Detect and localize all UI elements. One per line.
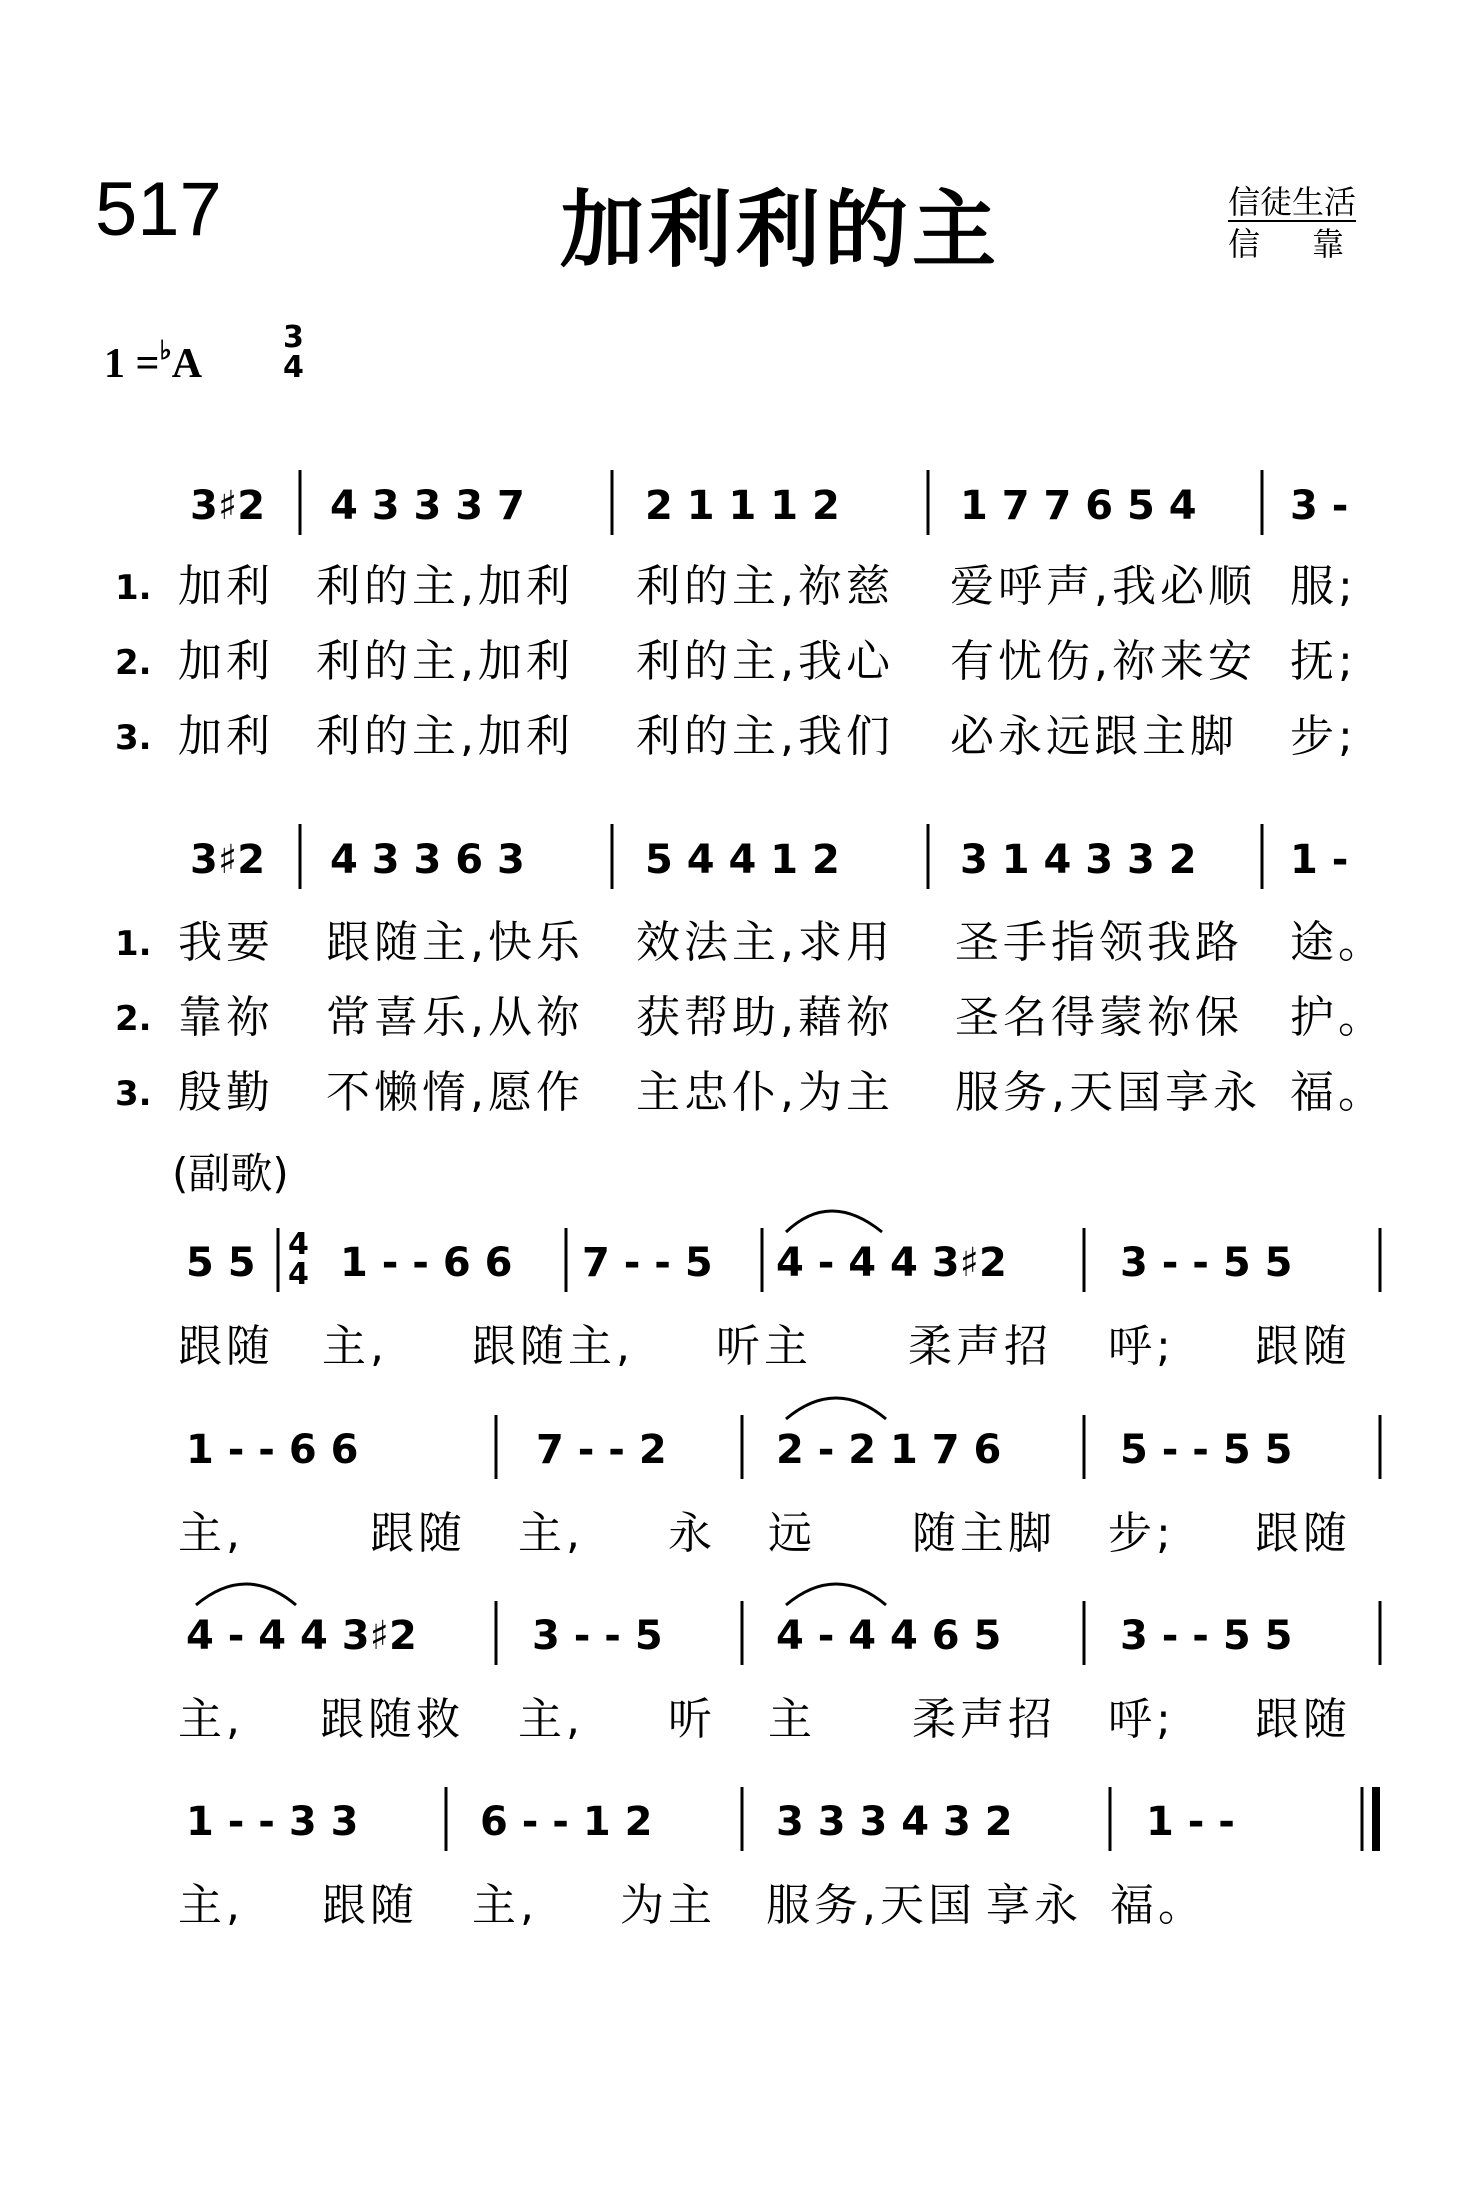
notes-s1-m2: 2 1 1 1 2	[645, 483, 840, 529]
lyric-s1-v2-3: 有忧伤,祢来安	[950, 636, 1256, 687]
lyric-s2-v3-2: 主忠仆,为主	[636, 1067, 894, 1118]
lyric-s1-v1-0: 加利	[178, 561, 274, 612]
lyric-s2-v2-0: 靠祢	[178, 992, 274, 1043]
hymn-title: 加利利的主	[560, 181, 1001, 279]
lyric-s2-v3-3: 服务,天国享永	[955, 1067, 1261, 1118]
lyric-r4-0: 主,	[178, 1880, 244, 1931]
tie-arc	[786, 1584, 886, 1605]
lyric-r1-4: 柔声招	[908, 1321, 1052, 1372]
lyric-s1-v1-4: 服;	[1290, 561, 1357, 612]
lyric-r4-6: 福。	[1110, 1880, 1206, 1931]
verse-number-3: 3.	[115, 1074, 152, 1114]
lyric-r1-5: 呼;	[1108, 1321, 1175, 1372]
key-note: A	[171, 341, 203, 387]
notes-r4-m0: 1 - - 3 3	[186, 1799, 359, 1845]
refrain-time-signature-bottom: 4	[288, 1257, 309, 1292]
lyric-s1-v1-3: 爱呼声,我必顺	[950, 561, 1256, 612]
lyric-r2-1: 跟随	[370, 1508, 466, 1559]
flat-sign: ♭	[159, 336, 172, 365]
lyric-s2-v2-1: 常喜乐,从祢	[326, 992, 584, 1043]
lyric-s1-v2-1: 利的主,加利	[316, 636, 574, 687]
lyric-r1-2: 跟随主,	[472, 1321, 634, 1372]
key-prefix: 1 =	[104, 341, 160, 387]
lyric-s2-v2-2: 获帮助,藉祢	[636, 992, 894, 1043]
notes-r2-m3: 5 - - 5 5	[1120, 1427, 1293, 1473]
notes-r3-m3: 3 - - 5 5	[1120, 1613, 1293, 1659]
notes-r3-m1: 3 - - 5	[532, 1613, 663, 1659]
lyric-s2-v1-0: 我要	[178, 917, 274, 968]
notes-r2-m1: 7 - - 2	[536, 1427, 667, 1473]
tie-arc	[196, 1584, 296, 1605]
lyric-r3-4: 主	[768, 1694, 816, 1745]
lyric-s2-v3-0: 殷勤	[178, 1067, 274, 1118]
notes-s1-m4: 3 -	[1290, 483, 1349, 529]
tie-arc	[786, 1398, 886, 1419]
lyric-r2-3: 永	[668, 1508, 716, 1559]
lyric-r3-2: 主,	[518, 1694, 584, 1745]
lyric-s1-v2-2: 利的主,我心	[636, 636, 894, 687]
lyric-s1-v1-2: 利的主,祢慈	[636, 561, 894, 612]
notes-r1-m4: 3 - - 5 5	[1120, 1240, 1293, 1286]
notes-s1-m1: 4 3 3 3 7	[330, 483, 525, 529]
lyric-r4-3: 为主	[620, 1880, 716, 1931]
time-signature-top: 3	[283, 320, 304, 355]
lyric-r2-0: 主,	[178, 1508, 244, 1559]
refrain-label: (副歌)	[172, 1149, 289, 1198]
lyric-s2-v3-4: 福。	[1290, 1067, 1386, 1118]
lyric-r1-1: 主,	[322, 1321, 388, 1372]
verse-number-1: 1.	[115, 924, 152, 964]
lyric-s1-v3-4: 步;	[1290, 711, 1357, 762]
notes-r3-m2: 4 - 4 4 6 5	[776, 1613, 1002, 1659]
lyric-r3-5: 柔声招	[912, 1694, 1056, 1745]
lyric-s1-v3-3: 必永远跟主脚	[950, 711, 1238, 762]
lyric-r2-5: 随主脚	[912, 1508, 1056, 1559]
notes-s1-m0: 3♯2	[190, 483, 266, 529]
lyric-r3-1: 跟随救	[320, 1694, 464, 1745]
notes-r1-m1: 1 - - 6 6	[340, 1240, 513, 1286]
lyric-r4-2: 主,	[472, 1880, 538, 1931]
notes-r1-m2: 7 - - 5	[582, 1240, 713, 1286]
lyric-r1-0: 跟随	[178, 1321, 274, 1372]
verse-number-1: 1.	[115, 568, 152, 608]
notes-s1-m3: 1 7 7 6 5 4	[960, 483, 1197, 529]
lyric-r4-4: 服务,天国	[766, 1880, 976, 1931]
notes-r4-m1: 6 - - 1 2	[480, 1799, 653, 1845]
notes-r3-m0: 4 - 4 4 3♯2	[186, 1613, 417, 1659]
notes-r1-m0: 5 5	[186, 1240, 256, 1286]
verse-number-2: 2.	[115, 643, 152, 683]
lyric-s1-v1-1: 利的主,加利	[316, 561, 574, 612]
verse-number-3: 3.	[115, 718, 152, 758]
verse-number-2: 2.	[115, 999, 152, 1039]
lyric-r3-0: 主,	[178, 1694, 244, 1745]
lyric-s2-v3-1: 不懒惰,愿作	[326, 1067, 584, 1118]
notes-r1-m3: 4 - 4 4 3♯2	[776, 1240, 1007, 1286]
lyric-r2-2: 主,	[518, 1508, 584, 1559]
credit-line-2: 信靠	[1228, 225, 1397, 263]
lyric-r4-1: 跟随	[322, 1880, 418, 1931]
notes-s2-m1: 4 3 3 6 3	[330, 837, 525, 883]
lyric-r3-3: 听	[668, 1694, 716, 1745]
notes-r2-m2: 2 - 2 1 7 6	[776, 1427, 1002, 1473]
lyric-s2-v1-1: 跟随主,快乐	[326, 917, 584, 968]
lyric-s2-v1-3: 圣手指领我路	[955, 917, 1243, 968]
lyric-r3-6: 呼;	[1108, 1694, 1175, 1745]
lyric-s1-v3-1: 利的主,加利	[316, 711, 574, 762]
lyric-r2-6: 步;	[1108, 1508, 1175, 1559]
lyric-r2-7: 跟随	[1255, 1508, 1351, 1559]
time-signature-bottom: 4	[283, 350, 304, 385]
lyric-s2-v2-4: 护。	[1290, 992, 1386, 1043]
notes-r2-m0: 1 - - 6 6	[186, 1427, 359, 1473]
lyric-s2-v1-4: 途。	[1290, 917, 1386, 968]
tie-arc	[786, 1211, 882, 1232]
hymn-number: 517	[95, 167, 222, 252]
lyric-r2-4: 远	[768, 1508, 816, 1559]
lyric-r1-3: 听主	[716, 1321, 812, 1372]
lyric-s1-v3-0: 加利	[178, 711, 274, 762]
lyric-s1-v2-0: 加利	[178, 636, 274, 687]
refrain-time-signature-top: 4	[288, 1227, 309, 1262]
notes-r4-m2: 3 3 3 4 3 2	[776, 1799, 1013, 1845]
lyric-s2-v1-2: 效法主,求用	[636, 917, 894, 968]
lyric-s1-v3-2: 利的主,我们	[636, 711, 894, 762]
lyric-r1-6: 跟随	[1255, 1321, 1351, 1372]
notes-s2-m4: 1 -	[1290, 837, 1349, 883]
notes-s2-m0: 3♯2	[190, 837, 266, 883]
notes-s2-m3: 3 1 4 3 3 2	[960, 837, 1197, 883]
credit-line-1: 信徒生活	[1228, 183, 1357, 221]
lyric-r3-7: 跟随	[1255, 1694, 1351, 1745]
notes-r4-m3: 1 - -	[1146, 1799, 1235, 1845]
lyric-r4-5: 享永	[986, 1880, 1082, 1931]
lyric-s2-v2-3: 圣名得蒙祢保	[955, 992, 1243, 1043]
notes-s2-m2: 5 4 4 1 2	[645, 837, 840, 883]
lyric-s1-v2-4: 抚;	[1290, 636, 1357, 687]
